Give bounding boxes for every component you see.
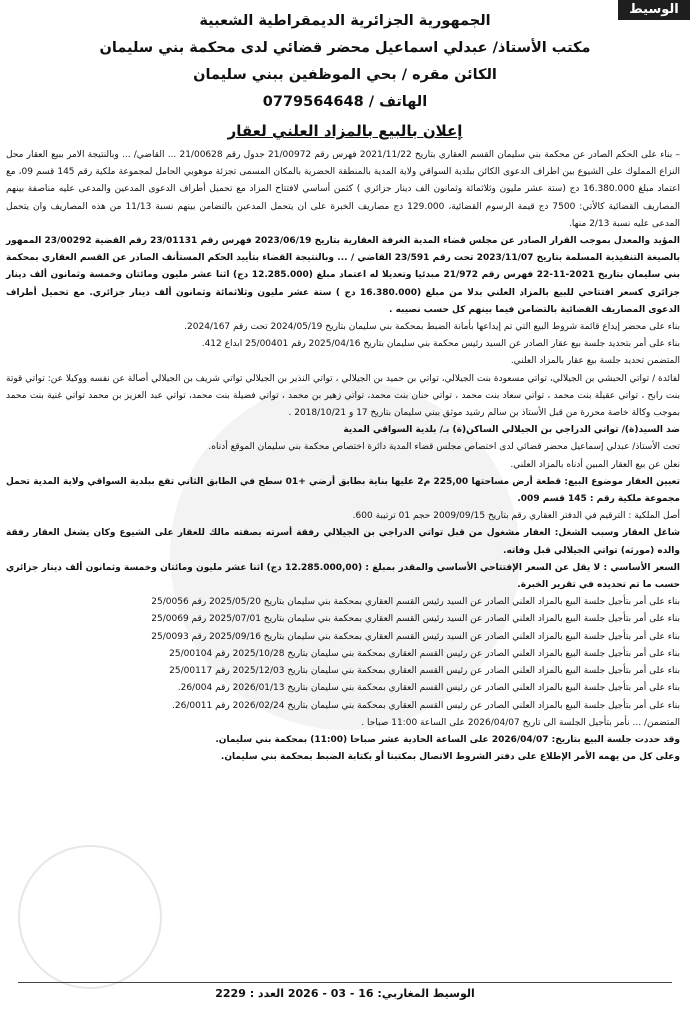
paragraph: بناء على أمر بتأجيل جلسة البيع بالمزاد العلني الصادر عن رئيس القسم العقاري بمحكمة بني سليمان بتاريخ 2026/02/24 رقم 26/0011.: [172, 700, 680, 711]
announcement-body: [4, 147, 686, 766]
address-line: الكائن مقره / بحي الموظفين ببني سليمان: [193, 67, 497, 83]
paragraph: ضد السيد(ة)/ تواتي الدراجي بن الجيلالي الساكن(ة) بـ/ بلدية السواقي المدية: [343, 425, 680, 436]
paragraph: المتضمن تحديد جلسة بيع عقار بالمزاد العلني.: [510, 356, 680, 367]
newspaper-logo: الوسيط: [618, 0, 690, 20]
paragraph: – بناء على الحكم الصادر عن محكمة بني سليمان القسم العقاري بتاريخ 2021/11/22 فهرس رقم 21/00972 جدول رقم 21/00628 ... القاضي/ ... وبالنتيجة الامر ببيع العقار محل النزاع المملوك على الشيوع بين اطراف الدعوى الكائن ببلدية السواقي ولاية المدية بالمنطقة الحضرية بالمكان المسمى تجزئة موهوبي الحامل لمجموعة ملكية رقم 145 قسم 09، مع اعتماد مبلغ 16.380.000 دج (ستة عشر مليون وثلاثمائة وثمانون الف دينار جزائري ) كثمن أساسي لافتتاح المزاد مع تحميل أطراف الدعوى المدعين والمدعى عليه مناصفة بينهم المصاريف القضائية كالأتي: 7500 دج قيمة الرسوم القضائية، 129.000 دج مصاريف الخبرة على ان يتحمل المدعين بالتضامن بينهم نسبة 11/13 من هذه المصاريف وان يتحمل المدعى عليه نسبة 2/13 منها.: [6, 150, 680, 229]
paragraph: بناء على أمر بتأجيل جلسة البيع بالمزاد العلني الصادر عن السيد رئيس القسم العقاري بمحكمة بني سليمان بتاريخ 2025/05/20 رقم 25/0056: [151, 597, 680, 608]
paragraph: تعيين العقار موضوع البيع: قطعة أرض مساحتها 225,00 م2 عليها بناية بطابق أرضي +01 سطح في الطابق الثاني تقع ببلدية السواقي ولاية المدية تحمل مجموعة ملكية رقم : 145 قسم 009.: [6, 476, 680, 505]
paragraph: المتضمن/ ... نأمر بتأجيل الجلسة الى تاريخ 2026/04/07 على الساعة 11:00 صباحا .: [361, 717, 680, 728]
paragraph: تحت الأستاذ/ عبدلي إسماعيل محضر قضائي لدى اختصاص مجلس قضاء المدية دائرة اختصاص محكمة بني سليمان الموقع أدناه.: [208, 442, 680, 453]
paragraph: وعلى كل من يهمه الأمر الإطلاع على دفتر الشروط الاتصال بمكتبنا أو بكتابة الضبط بمحكمة بني سليمان.: [220, 752, 680, 763]
announcement-title: إعلان بالبيع بالمزاد العلني لعقار: [227, 122, 463, 140]
paragraph: لفائدة / تواتي الحبشي بن الجيلالي، تواتي مسعودة بنت الجيلالي، تواتي بن حميد بن الجيلالي ، تواتي النذير بن الجيلالي تواتي شريف بن الجيلالي أصالة عن نفسه ووكيلا عن: تواتي قوتة بنت رابح ، تواتي عقيلة بنت محمد ، تواتي سعاد بنت محمد ، تواتي حنان بنت محمد، تواتي زهير بن محمد ، تواتي فضيلة بنت محمد، تواتي عبد العزيز بن محمد تواتي غنية بنت محمد بموجب وكالة خاصة محررة من قبل الأستاذ بن سالم رشيد موثق ببني سليمان بتاريخ 17 و 2018/10/21 .: [6, 373, 680, 419]
paragraph: بناء على أمر بتحديد جلسة بيع عقار الصادر عن السيد رئيس محكمة بني سليمان بتاريخ 2025/04/16 رقم 25/00401 ابداع 412.: [201, 339, 680, 350]
paragraph: بناء على أمر بتأجيل جلسة البيع بالمزاد العلني الصادر عن السيد رئيس القسم العقاري بمحكمة بني سليمان بتاريخ 2025/07/01 رقم 25/0069: [151, 614, 680, 625]
office-heading: مكتب الأستاذ/ عبدلي اسماعيل محضر قضائي لدى محكمة بني سليمان: [99, 40, 591, 56]
paragraph: أصل الملكية : الترقيم في الدفتر العقاري رقم بتاريخ 2009/09/15 حجم 01 ترتيبة 600.: [352, 511, 680, 522]
official-stamp: [18, 845, 162, 989]
paragraph: بناء على أمر بتأجيل جلسة البيع بالمزاد العلني الصادر عن السيد رئيس القسم العقاري بمحكمة بني سليمان بتاريخ 2025/09/16 رقم 25/0093: [151, 631, 680, 642]
paragraph: المؤيد والمعدل بموجب القرار الصادر عن مجلس قضاء المدية الغرفة العقارية بتاريخ 2023/06/19 فهرس رقم 23/01131 رقم القضية 23/00292 الممهور بالصيغة التنفيذية المسلمة بتاريخ 2023/11/07 تحت رقم 23/591 القاضي / ... وبالنتيجة القضاء بتأييد الحكم المستأنف الصادر عن القسم العقاري بمحكمة بني سليمان بتاريخ 2021-11-22 فهرس رقم 21/972 مبدئيا وتعديلا له اعتماد مبلغ (12.285.000 دج) اثنا عشر مليون ومائتان وخمسة وثمانون ألف دينار جزائري كسعر افتتاحي للبيع بالمزاد العلني بدلا من مبلغ (16.380.000 دج ) ستة عشر مليون وثلاثمائة وثمانون ألف دينار جزائري. مع تحميل أطراف الدعوى المصاريف القضائية بالتضامن فيما بينهم كل حسب نصيبه .: [6, 236, 680, 315]
paragraph: شاغل العقار وسبب الشغل: العقار مشغول من قبل تواتي الدراجي بن الجيلالي رفقة أسرته بصفته مالك للعقار على الشيوع وكان يشغل العقار رفقة والده (مورثه) تواتي الجيلالي قبل وفاته.: [6, 528, 680, 556]
newspaper-footer: الوسيط المغاربي: 16 - 03 - 2026 العدد : 2229: [18, 982, 672, 1005]
phone-line: الهاتف / 0779564648: [262, 94, 428, 110]
paragraph: بناء على أمر بتأجيل جلسة البيع بالمزاد العلني الصادر عن رئيس القسم العقاري بمحكمة بني سليمان بتاريخ 2025/12/03 رقم 25/00117: [169, 666, 680, 677]
paragraph: السعر الأساسي : لا يقل عن السعر الإفتتاحي الأساسي والمقدر بمبلغ : (12.285.000,00 دج) اثنا عشر مليون ومائتان وخمسة وثمانون ألف دينار جزائري حسب ما تم تحديده في تقرير الخبرة.: [6, 562, 680, 591]
republic-heading: الجمهورية الجزائرية الديمقراطية الشعبية: [199, 13, 491, 29]
paragraph: بناء على محضر إيداع قائمة شروط البيع التي تم إيداعها بأمانة الضبط بمحكمة بني سليمان بتاريخ 2024/05/19 تحت رقم 2024/167.: [184, 322, 680, 333]
paragraph: بناء على أمر بتأجيل جلسة البيع بالمزاد العلني الصادر عن رئيس القسم العقاري بمحكمة بني سليمان بتاريخ 2026/01/13 رقم 26/004.: [177, 683, 680, 694]
paragraph: نعلن عن بيع العقار المبين أدناه بالمزاد العلني.: [510, 459, 680, 470]
paragraph: وقد حددت جلسة البيع بتاريخ: 2026/04/07 على الساعة الحادية عشر صباحا (11:00) بمحكمة بني سليمان.: [215, 734, 680, 745]
paragraph: بناء على أمر بتأجيل جلسة البيع بالمزاد العلني الصادر عن رئيس القسم العقاري بمحكمة بني سليمان بتاريخ 2025/10/28 رقم 25/00104: [169, 648, 680, 659]
